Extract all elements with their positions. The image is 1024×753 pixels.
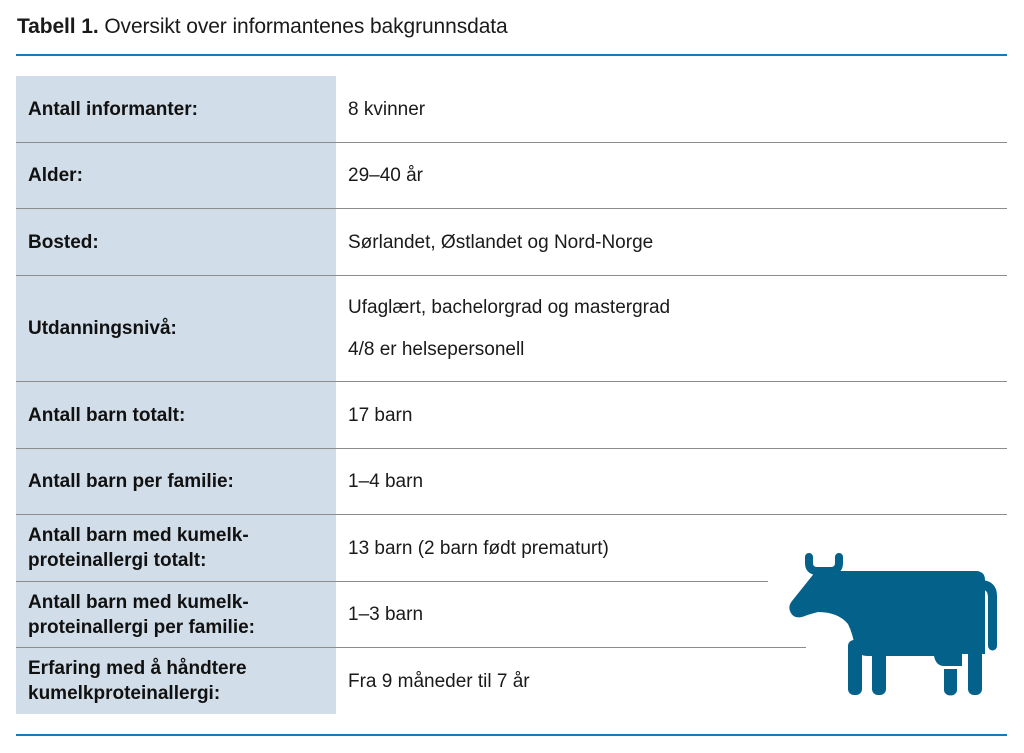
row-value (348, 143, 423, 208)
table-row (16, 382, 1007, 448)
caption-title: Oversikt over informantenes bakgrunnsdata (98, 15, 508, 38)
row-value-text: 1–3 barn (348, 604, 424, 625)
row-value-text: Fra 9 måneder til 7 år (348, 670, 530, 692)
row-value-text: Ufaglært, bachelorgrad og mastergrad (348, 297, 671, 318)
row-value (348, 76, 425, 142)
table-row (16, 209, 1007, 275)
top-rule (16, 54, 1007, 56)
row-label: Antall barn per familie: (28, 471, 234, 492)
row-value-text-secondary: 4/8 er helsepersonell (348, 339, 525, 360)
row-value (348, 209, 653, 275)
row-value-text: 13 barn (2 barn født prematurt) (348, 537, 609, 559)
row-value-text: 8 kvinner (348, 98, 426, 120)
row-value-text: 29–40 år (348, 165, 424, 186)
row-value-text: 1–4 barn (348, 471, 424, 492)
row-value (348, 515, 609, 581)
row-value (348, 582, 423, 647)
row-label: Antall informanter: (28, 98, 198, 120)
row-value (348, 449, 423, 514)
table-caption (17, 13, 508, 41)
row-label: Antall barn totalt: (28, 404, 186, 426)
caption-label: Tabell 1. (17, 15, 99, 38)
row-label: Antall barn med kumelk-proteinallergi totalt: (28, 525, 249, 571)
row-value (348, 648, 530, 714)
row-label: Erfaring med å håndtere kumelkproteinallergi: (28, 658, 247, 704)
row-value (348, 276, 670, 381)
table-row (16, 276, 1007, 381)
row-value (348, 382, 412, 448)
row-label: Antall barn med kumelk-proteinallergi per familie: (28, 591, 255, 638)
bottom-rule (16, 734, 1007, 736)
row-label: Alder: (28, 165, 83, 186)
row-label: Utdanningsnivå: (28, 318, 177, 339)
cow-icon (780, 540, 1010, 710)
table-row (16, 76, 1007, 142)
row-value-text: 17 barn (348, 404, 413, 426)
table-row (16, 143, 1007, 208)
table-row (16, 449, 1007, 514)
row-label: Bosted: (28, 231, 99, 253)
row-value-text: Sørlandet, Østlandet og Nord-Norge (348, 231, 654, 253)
